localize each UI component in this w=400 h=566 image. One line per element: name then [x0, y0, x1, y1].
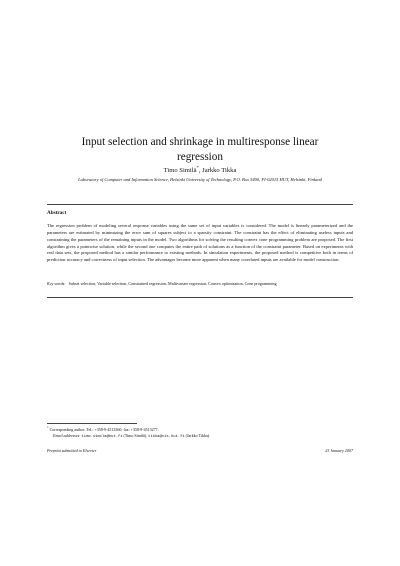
preprint-note: Preprint submitted to Elsevier: [47, 448, 97, 453]
keywords-text: Subset selection, Variable selection, Constrained regression, Multivariate regression, Convex optimization, Cone programming: [68, 281, 277, 286]
footnote-mark: *: [47, 425, 49, 430]
submission-date: 23 January 2007: [325, 448, 353, 453]
footnote-emails: [47, 433, 353, 441]
email-owner: (Timo Similä),: [123, 432, 148, 438]
affiliation: Laboratory of Computer and Information Science, Helsinki University of Technology, P.O. Box 5400, FI-02015 HUT, Helsinki, Finland: [78, 177, 322, 182]
paper-title: Input selection and shrinkage in multiresponse linear regression: [81, 136, 319, 163]
keywords: [47, 281, 353, 287]
footnote-rule: [47, 423, 137, 424]
corresponding-text: Corresponding author. Tel.: +358-9-4513360; fax: +358-9-4513277.: [49, 427, 159, 432]
email-link[interactable]: timo.simila@hut.fi: [81, 434, 123, 439]
footnote: [47, 427, 353, 440]
email-link[interactable]: tikka@cis.hut.fi: [148, 434, 185, 439]
author-line: [60, 166, 340, 175]
author-separator: ,: [198, 167, 201, 174]
top-divider: [47, 204, 353, 205]
abstract-body: The regression problem of modeling several response variables using the same set of input variables is considered. The model is linearly parameterized and the parameters are estimated by minimizing the error sum of squares subject to a sparsity constraint. The constraint has the effect of eliminating useless inputs and constraining the parameters of the remaining inputs in the model. Two algorithms for solving the resulting convex cone programming problem are proposed. The first algorithm gives a pointwise solution, while the second one computes the entire path of solutions as a function of the constraint parameter. Based on experiments with real data sets, the proposed method has a similar performance to existing methods. In simulation experiments, the proposed method is competitive both in terms of prediction accuracy and correctness of input selection. The advantages become more apparent when many correlated inputs are available for model construction.: [47, 223, 353, 263]
footnote-marker: *: [196, 164, 199, 170]
email-owner: (Jarkko Tikka).: [185, 432, 211, 438]
author-name: Timo Similä: [163, 167, 197, 174]
email-label: Email addresses:: [53, 432, 81, 438]
keywords-label: Key words:: [47, 281, 66, 286]
bottom-divider: [47, 297, 353, 298]
abstract-heading: Abstract: [47, 210, 67, 216]
author-name: Jarkko Tikka: [202, 167, 237, 174]
